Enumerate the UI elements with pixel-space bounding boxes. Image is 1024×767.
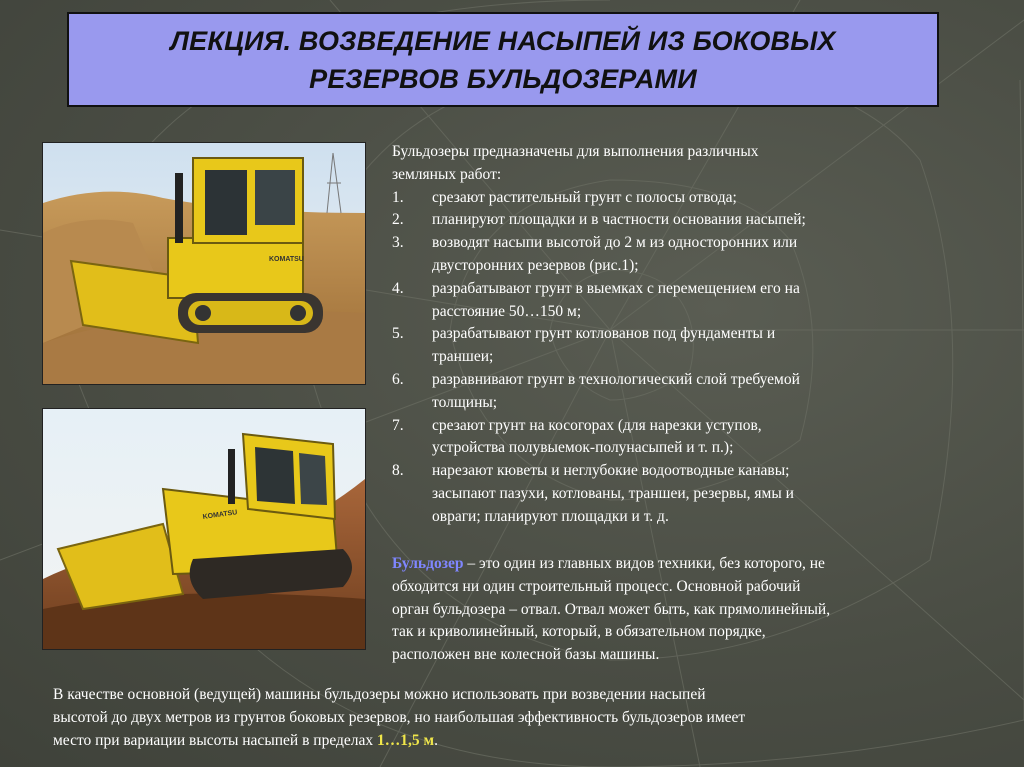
list-item-text: разрабатывают грунт котлованов под фундаменты и bbox=[432, 325, 776, 343]
height-range-highlight: 1…1,5 м bbox=[377, 731, 435, 749]
list-item-number: 3. bbox=[392, 234, 404, 252]
bulldozer-badge-bottom: KOMATSU bbox=[202, 509, 238, 521]
conclusion-text: место при вариации высоты насыпей в пределах bbox=[53, 731, 377, 749]
list-item bbox=[392, 415, 992, 461]
conclusion-paragraph bbox=[53, 684, 993, 752]
definition-text: – это один из главных видов техники, без которого, не bbox=[463, 555, 825, 572]
definition-text: орган бульдозера – отвал. Отвал может быть, как прямолинейный, bbox=[392, 600, 831, 618]
list-item-text-cont: толщины; bbox=[432, 393, 498, 411]
list-item bbox=[392, 460, 992, 528]
list-item-text-cont: засыпают пазухи, котлованы, траншеи, резервы, ямы и bbox=[432, 484, 794, 502]
list-item-text-cont: овраги; планируют площадки и т. д. bbox=[432, 507, 669, 525]
intro-lead-line-2: земляных работ: bbox=[392, 165, 502, 183]
works-list bbox=[392, 187, 992, 529]
list-item bbox=[392, 323, 992, 369]
definition-paragraph bbox=[392, 553, 972, 667]
definition-text: расположен вне колесной базы машины. bbox=[392, 646, 660, 664]
list-item-text: разрабатывают грунт в выемках с перемещением его на bbox=[432, 279, 800, 297]
list-item-text: возводят насыпи высотой до 2 м из односторонних или bbox=[432, 234, 798, 252]
list-item-text-cont: устройства полувыемок-полунасыпей и т. п.); bbox=[432, 439, 734, 457]
list-item-text: планируют площадки и в частности основания насыпей; bbox=[432, 211, 806, 229]
definition-term: Бульдозер bbox=[392, 555, 464, 572]
definition-text: так и криволинейный, который, в обязательном порядке, bbox=[392, 623, 766, 641]
conclusion-text: высотой до двух метров из грунтов боковых резервов, но наибольшая эффективность бульдозеров имеет bbox=[53, 708, 746, 726]
list-item-number: 1. bbox=[392, 188, 404, 206]
list-item-text: срезают растительный грунт с полосы отвода; bbox=[432, 188, 737, 206]
bulldozer-photo-top bbox=[42, 142, 366, 385]
list-item-text: разравнивают грунт в технологический слой требуемой bbox=[432, 370, 800, 388]
list-item-number: 5. bbox=[392, 325, 404, 343]
list-item bbox=[392, 278, 992, 324]
list-item-number: 4. bbox=[392, 279, 404, 297]
list-item-number: 2. bbox=[392, 211, 404, 229]
list-item-text-cont: траншеи; bbox=[432, 348, 494, 366]
list-item-text-cont: двусторонних резервов (рис.1); bbox=[432, 256, 639, 274]
slide-title-box bbox=[67, 12, 939, 107]
list-item-number: 7. bbox=[392, 416, 404, 434]
works-list-block bbox=[392, 141, 992, 529]
conclusion-text: . bbox=[434, 731, 438, 749]
bulldozer-badge-top: KOMATSU bbox=[269, 256, 304, 263]
slide-title-line-2: РЕЗЕРВОВ БУЛЬДОЗЕРАМИ bbox=[309, 63, 697, 94]
list-item-text-cont: расстояние 50…150 м; bbox=[432, 302, 582, 320]
bulldozer-photo-bottom bbox=[42, 408, 366, 650]
conclusion-text: В качестве основной (ведущей) машины бульдозеры можно использовать при возведении насыпей bbox=[53, 686, 706, 703]
slide-title-line-1: ЛЕКЦИЯ. ВОЗВЕДЕНИЕ НАСЫПЕЙ ИЗ БОКОВЫХ bbox=[170, 25, 836, 56]
intro-lead-line-1: Бульдозеры предназначены для выполнения различных bbox=[392, 143, 759, 160]
list-item-number: 6. bbox=[392, 370, 404, 388]
list-item-text: нарезают кюветы и неглубокие водоотводные канавы; bbox=[432, 462, 790, 480]
list-item bbox=[392, 209, 992, 232]
list-item-text: срезают грунт на косогорах (для нарезки уступов, bbox=[432, 416, 762, 434]
list-item bbox=[392, 232, 992, 278]
list-item bbox=[392, 187, 992, 210]
list-item-number: 8. bbox=[392, 462, 404, 480]
list-item bbox=[392, 369, 992, 415]
definition-text: обходится ни один строительный процесс. Основной рабочий bbox=[392, 577, 801, 595]
